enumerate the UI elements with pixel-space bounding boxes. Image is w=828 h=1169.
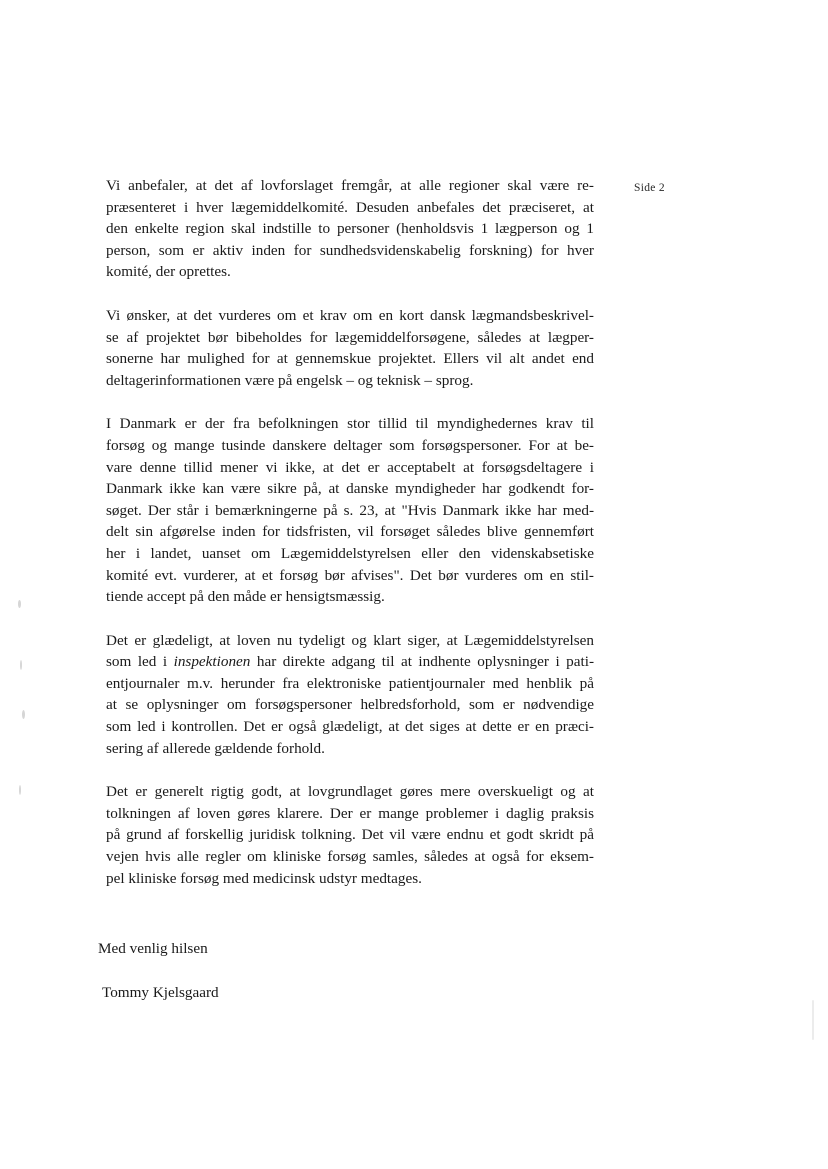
text-line: person, som er aktiv inden for sundhedsvidenskabelig forskning) for hver (106, 241, 594, 259)
text-line: entjournaler m.v. herunder fra elektroniske patientjournaler med henblik på (106, 674, 594, 692)
paragraph-legal-basis (106, 781, 594, 889)
text-line: Vi anbefaler, at det af lovforslaget fremgår, at alle regioner skal være re- (106, 177, 594, 194)
text-line: præsenteret i hver lægemiddelkomité. Desuden anbefales det præciseret, at (106, 198, 594, 216)
text-line: deltagerinformationen være på engelsk – og teknisk – sprog. (106, 371, 474, 389)
italic-term: inspektionen (173, 653, 251, 671)
scan-artifact (22, 710, 25, 719)
text-line: Vi ønsker, at det vurderes om et krav om en kort dansk lægmandsbeskrivel- (106, 306, 594, 324)
text-line: tolkningen af loven gøres klarere. Der er mange problemer i daglig praksis (106, 804, 594, 822)
signature-name: Tommy Kjelsgaard (102, 984, 219, 1001)
text-line: her i landet, uanset om Lægemiddelstyrelsen eller den videnskabsetiske (106, 544, 594, 562)
text-fragment: har direkte adgang til at indhente oplysninger i pati- (250, 653, 595, 671)
text-line: som led i kontrollen. Det er også glædeligt, at det siges at dette er en præci- (106, 718, 594, 736)
text-line: søget. Der står i bemærkningerne på s. 23, at "Hvis Danmark ikke har med- (106, 501, 594, 519)
scan-artifact (18, 600, 21, 608)
text-line: komité evt. vurderer, at et forsøg bør afvises". Det bør vurderes om en stil- (106, 566, 594, 584)
text-line: Det er generelt rigtig godt, at lovgrundlaget gøres mere overskueligt og at (106, 783, 594, 801)
text-line: tiende accept på den måde er hensigtsmæssig. (106, 588, 385, 606)
scan-artifact (812, 1000, 814, 1040)
text-line: vare denne tillid mener vi ikke, at det er acceptabelt at forsøgsdeltagere i (106, 458, 594, 476)
text-line: delt sin afgørelse inden for tidsfristen, vil forsøget således blive gennemført (106, 523, 594, 541)
text-fragment: som led i (106, 653, 174, 671)
text-line-with-italic (106, 651, 594, 673)
text-line: sonerne har mulighed for at gennemskue projektet. Ellers vil alt andet end (106, 350, 594, 368)
text-line: den enkelte region skal indstille to personer (henholdsvis 1 lægperson og 1 (106, 220, 594, 238)
closing-salutation: Med venlig hilsen (98, 940, 208, 957)
text-line: sering af allerede gældende forhold. (106, 739, 325, 757)
letter-body (106, 175, 594, 911)
text-line: at se oplysninger om forsøgspersoner helbredsforhold, som er nødvendige (106, 696, 594, 714)
paragraph-regions-representation (106, 175, 594, 283)
page-number-label: Side 2 (634, 182, 665, 194)
paragraph-inspection-access (106, 630, 594, 760)
paragraph-trust-in-authorities (106, 413, 594, 607)
text-line: I Danmark er der fra befolkningen stor tillid til myndighedernes krav til (106, 415, 594, 433)
scan-artifact (20, 660, 22, 670)
paragraph-lay-description (106, 305, 594, 391)
text-line: på grund af forskellig juridisk tolkning. Det vil være endnu et godt skridt på (106, 826, 594, 844)
text-line: se af projektet bør bibeholdes for lægemiddelforsøgene, således at lægper- (106, 328, 594, 346)
text-line: komité, der oprettes. (106, 263, 231, 281)
text-line: pel kliniske forsøg med medicinsk udstyr medtages. (106, 869, 422, 887)
text-line: vejen hvis alle regler om kliniske forsøg samles, således at også for eksem- (106, 848, 594, 866)
text-line: Danmark ikke kan være sikre på, at danske myndigheder har godkendt for- (106, 480, 594, 498)
text-line: forsøg og mange tusinde danskere deltager som forsøgspersoner. For at be- (106, 436, 594, 454)
text-line: Det er glædeligt, at loven nu tydeligt og klart siger, at Lægemiddelstyrelsen (106, 631, 594, 649)
scan-artifact (19, 785, 21, 795)
